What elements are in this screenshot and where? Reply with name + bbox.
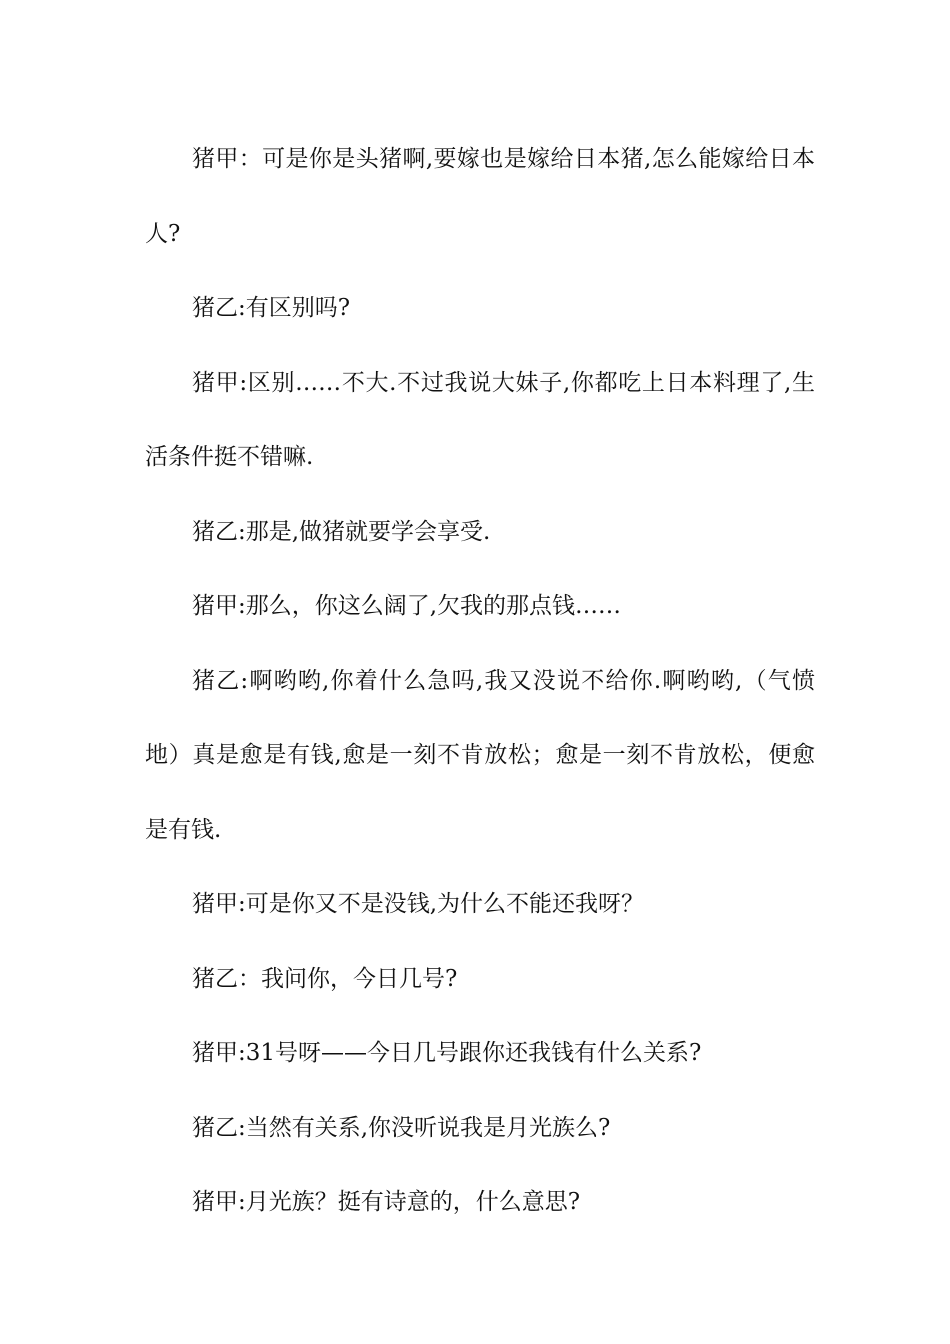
dialogue-paragraph: 猪乙:有区别吗? — [192, 295, 351, 321]
dialogue-paragraph: 猪乙:那是,做猪就要学会享受. — [192, 518, 491, 545]
dialogue-paragraph: 猪甲:可是你又不是没钱,为什么不能还我呀？ — [192, 891, 645, 917]
dialogue-paragraph: 猪乙:啊哟哟,你着什么急吗,我又没说不给你.啊哟哟,（气愤地）真是愈是有钱,愈是一刻不肯放松；愈是一刻不肯放松，便愈是有钱. — [145, 667, 815, 843]
dialogue-paragraph: 猪甲:31号呀——今日几号跟你还我钱有什么关系? — [192, 1040, 702, 1066]
dialogue-paragraph: 猪乙:当然有关系,你没听说我是月光族么? — [192, 1114, 611, 1141]
dialogue-paragraph: 猪乙：我问你，今日几号? — [192, 965, 458, 992]
dialogue-body — [145, 122, 815, 1240]
dialogue-paragraph: 猪甲：可是你是头猪啊,要嫁也是嫁给日本猪,怎么能嫁给日本人? — [145, 146, 815, 247]
dialogue-paragraph: 猪甲:区别……不大.不过我说大妹子,你都吃上日本料理了,生活条件挺不错嘛. — [145, 369, 815, 470]
dialogue-paragraph: 猪甲:那么，你这么阔了,欠我的那点钱…… — [192, 593, 622, 619]
dialogue-paragraph: 猪甲:月光族？挺有诗意的，什么意思? — [192, 1189, 581, 1215]
